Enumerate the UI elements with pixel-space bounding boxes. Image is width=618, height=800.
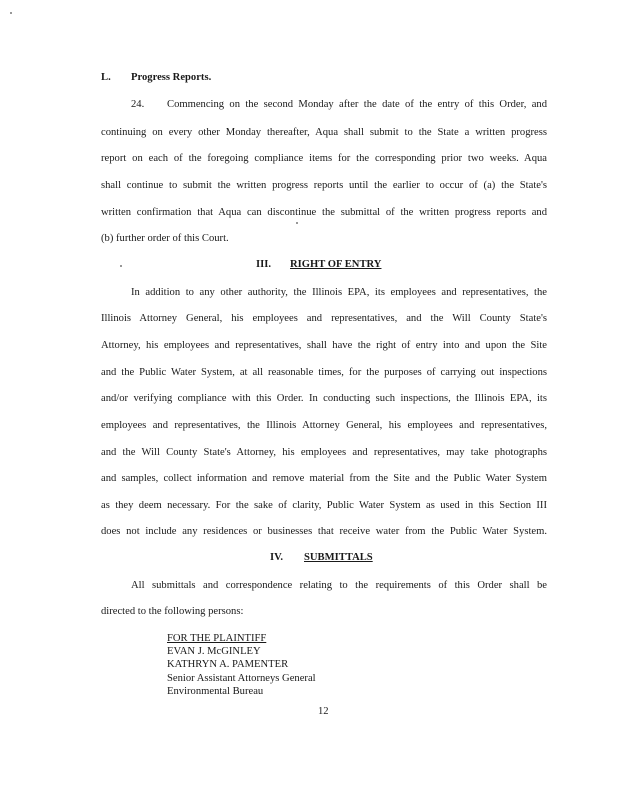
section-iv-line: directed to the following persons: xyxy=(101,606,244,617)
section-iii-line: and the Will County State's Attorney, his employees and representatives, may take photographs xyxy=(101,447,547,458)
address-line: KATHRYN A. PAMENTER xyxy=(167,659,289,670)
address-line: Environmental Bureau xyxy=(167,686,264,697)
address-line: Senior Assistant Attorneys General xyxy=(167,673,316,684)
address-line: EVAN J. McGINLEY xyxy=(167,646,261,657)
page-number: 12 xyxy=(318,706,329,717)
section-l-number: L. xyxy=(101,72,111,83)
section-iii-line: and/or verifying compliance with this Order. In conducting such inspections, the Illinois EPA, its xyxy=(101,393,547,404)
address-heading: FOR THE PLAINTIFF xyxy=(167,633,267,644)
section-iii-line: as they deem necessary. For the sake of clarity, Public Water System as used in this Section III xyxy=(101,500,547,511)
section-l-line: written confirmation that Aqua can discontinue the submittal of the written progress reports and xyxy=(101,207,547,218)
section-iii-line: Attorney, his employees and representatives, shall have the right of entry into and upon the Site xyxy=(101,340,547,351)
section-iv-number: IV. xyxy=(270,552,284,563)
section-l-line: (b) further order of this Court. xyxy=(101,233,229,244)
section-iii-line: Illinois Attorney General, his employees and representatives, and the Will County State's xyxy=(101,313,547,324)
section-l-line: Commencing on the second Monday after the date of the entry of this Order, and xyxy=(167,99,547,110)
section-l-line: continuing on every other Monday thereafter, Aqua shall submit to the State a written progress xyxy=(101,127,547,138)
section-l-title: Progress Reports. xyxy=(131,72,212,83)
section-iv-title: SUBMITTALS xyxy=(304,552,373,563)
section-iv-line: All submittals and correspondence relating to the requirements of this Order shall be xyxy=(131,580,547,591)
section-l-line: report on each of the foregoing compliance items for the corresponding prior two weeks. Aqua xyxy=(101,153,547,164)
scan-speck xyxy=(10,12,12,14)
section-iii-title: RIGHT OF ENTRY xyxy=(290,259,382,270)
section-iii-line: does not include any residences or businesses that receive water from the Public Water System. xyxy=(101,526,547,537)
section-iii-line: In addition to any other authority, the Illinois EPA, its employees and representatives, the xyxy=(131,287,547,298)
section-l-para-number: 24. xyxy=(131,99,145,110)
scan-speck xyxy=(296,222,298,224)
section-iii-number: III. xyxy=(256,259,272,270)
section-iii-line: and the Public Water System, at all reasonable times, for the purposes of carrying out inspections xyxy=(101,367,547,378)
section-iii-line: and samples, collect information and remove material from the Site and the Public Water System xyxy=(101,473,547,484)
section-iii-line: employees and representatives, the Illinois Attorney General, his employees and representatives, xyxy=(101,420,547,431)
section-l-line: shall continue to submit the written progress reports until the earlier to occur of (a) the State's xyxy=(101,180,547,191)
scan-speck xyxy=(120,265,122,267)
